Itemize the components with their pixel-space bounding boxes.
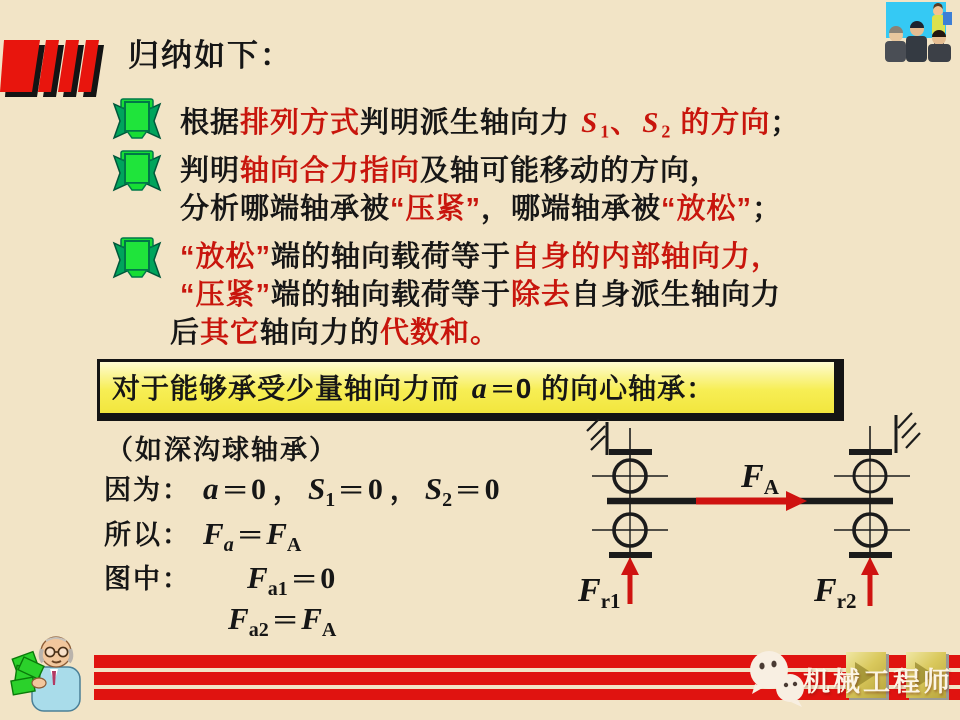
formula-label: 图中： (104, 564, 191, 594)
value: 0 (484, 473, 500, 506)
professor-clipart (6, 627, 90, 713)
radial-force-arrow-left (621, 557, 639, 604)
text-segment-red: 其它 (200, 317, 261, 349)
var-fa2-sub: a2 (248, 619, 269, 641)
formula-therefore (104, 513, 301, 557)
formula-label: 所以： (104, 520, 191, 550)
value: 0 (251, 473, 267, 506)
text-segment-red: 代数和。 (380, 317, 501, 349)
var-fa: F (203, 516, 224, 551)
text-segment: 0 的向心轴承： (515, 373, 716, 404)
text-segment-red: 排列方式 (240, 107, 361, 139)
var-s1-sub: 1 (325, 489, 336, 511)
text-segment-red: 自身的内部轴向力， (511, 241, 782, 273)
text-segment: 对于能够承受少量轴向力而 (112, 373, 469, 404)
var-s2-sub: 2 (661, 121, 672, 142)
bullet-3-line-3 (170, 310, 500, 351)
value: 0 (367, 473, 383, 506)
text-segment: 端的轴向载荷等于 (271, 241, 512, 273)
bullet-2-line-1 (180, 148, 720, 189)
ribbon-bullet-icon (111, 147, 163, 192)
var-fA: F (301, 601, 322, 636)
text-segment: ； (752, 193, 783, 225)
ribbon-bullet-icon (111, 234, 163, 279)
var-s2: S (642, 107, 660, 139)
page-title: 归纳如下： (128, 38, 293, 73)
equals-sign: = (291, 563, 317, 595)
red-bars-logo-icon (0, 34, 112, 102)
comma: ， (389, 475, 418, 506)
equals-sign: = (455, 474, 481, 506)
equals-sign: = (272, 604, 298, 636)
comma: ， (273, 475, 302, 506)
text-segment-red: “放松” (180, 241, 272, 273)
label-Fr2: $F_{r2}$ (814, 572, 857, 613)
radial-force-arrow-right (861, 557, 879, 606)
text-segment: 及轴可能移动的方向， (420, 155, 721, 187)
classroom-clipart (880, 0, 960, 64)
var-a: a (471, 372, 488, 405)
var-s2: S (424, 471, 443, 506)
text-segment: 判明派生轴向力 (360, 107, 580, 139)
text-segment: 判明 (180, 155, 241, 187)
label-FA: $F_A$ (741, 458, 779, 499)
value: 0 (320, 562, 336, 595)
var-fa-sub: a (223, 534, 234, 556)
text-segment-red: 除去 (511, 279, 572, 311)
bullet-1-text (180, 100, 800, 142)
text-segment: ； (770, 107, 801, 139)
text-segment: 端的轴向载荷等于 (271, 279, 512, 311)
label-Fr1: $F_{r1}$ (578, 572, 621, 613)
text-segment-red: 、 (610, 107, 641, 139)
equals-sign: = (339, 474, 364, 506)
equals-sign: = (237, 519, 263, 551)
var-fA: F (266, 516, 287, 551)
formula-label: 因为： (104, 475, 191, 505)
equals-sign: = (490, 374, 516, 405)
text-segment: 后 (170, 317, 201, 349)
var-s1: S (308, 471, 326, 506)
var-fa2: F (228, 601, 249, 636)
bullet-2-line-2 (180, 186, 782, 227)
bearing-diagram (558, 408, 960, 630)
bullet-3-line-2 (180, 272, 781, 313)
text-segment: 自身派生轴向力 (571, 279, 782, 311)
ribbon-bullet-icon (111, 95, 163, 140)
brand-watermark: 机械工程师 (803, 667, 953, 697)
var-s1-sub: 1 (600, 121, 611, 142)
equals-sign: = (222, 474, 248, 506)
text-segment: ，哪端轴承被 (481, 193, 662, 225)
text-segment-red: “压紧” (390, 193, 482, 225)
formula-because (104, 468, 500, 512)
note-text: （如深沟球轴承） (106, 435, 338, 465)
text-segment: 轴向力的 (260, 317, 381, 349)
formula-in-figure-1 (104, 557, 335, 601)
var-fa1-sub: a1 (267, 578, 288, 600)
var-s1: S (581, 107, 599, 139)
var-fA-sub: A (321, 619, 337, 641)
text-segment-red: 的方向 (671, 107, 771, 139)
text-segment-red: 轴向合力指向 (240, 155, 421, 187)
text-segment-red: “压紧” (180, 279, 272, 311)
var-fa1: F (247, 560, 268, 595)
bullet-3-line-1 (180, 234, 781, 275)
var-a: a (203, 471, 219, 506)
text-segment-red: “放松” (661, 193, 753, 225)
text-segment: 分析哪端轴承被 (180, 193, 391, 225)
formula-in-figure-2 (228, 601, 336, 642)
var-s2-sub: 2 (442, 489, 453, 511)
text-segment: 根据 (180, 107, 241, 139)
var-fA-sub: A (286, 534, 302, 556)
